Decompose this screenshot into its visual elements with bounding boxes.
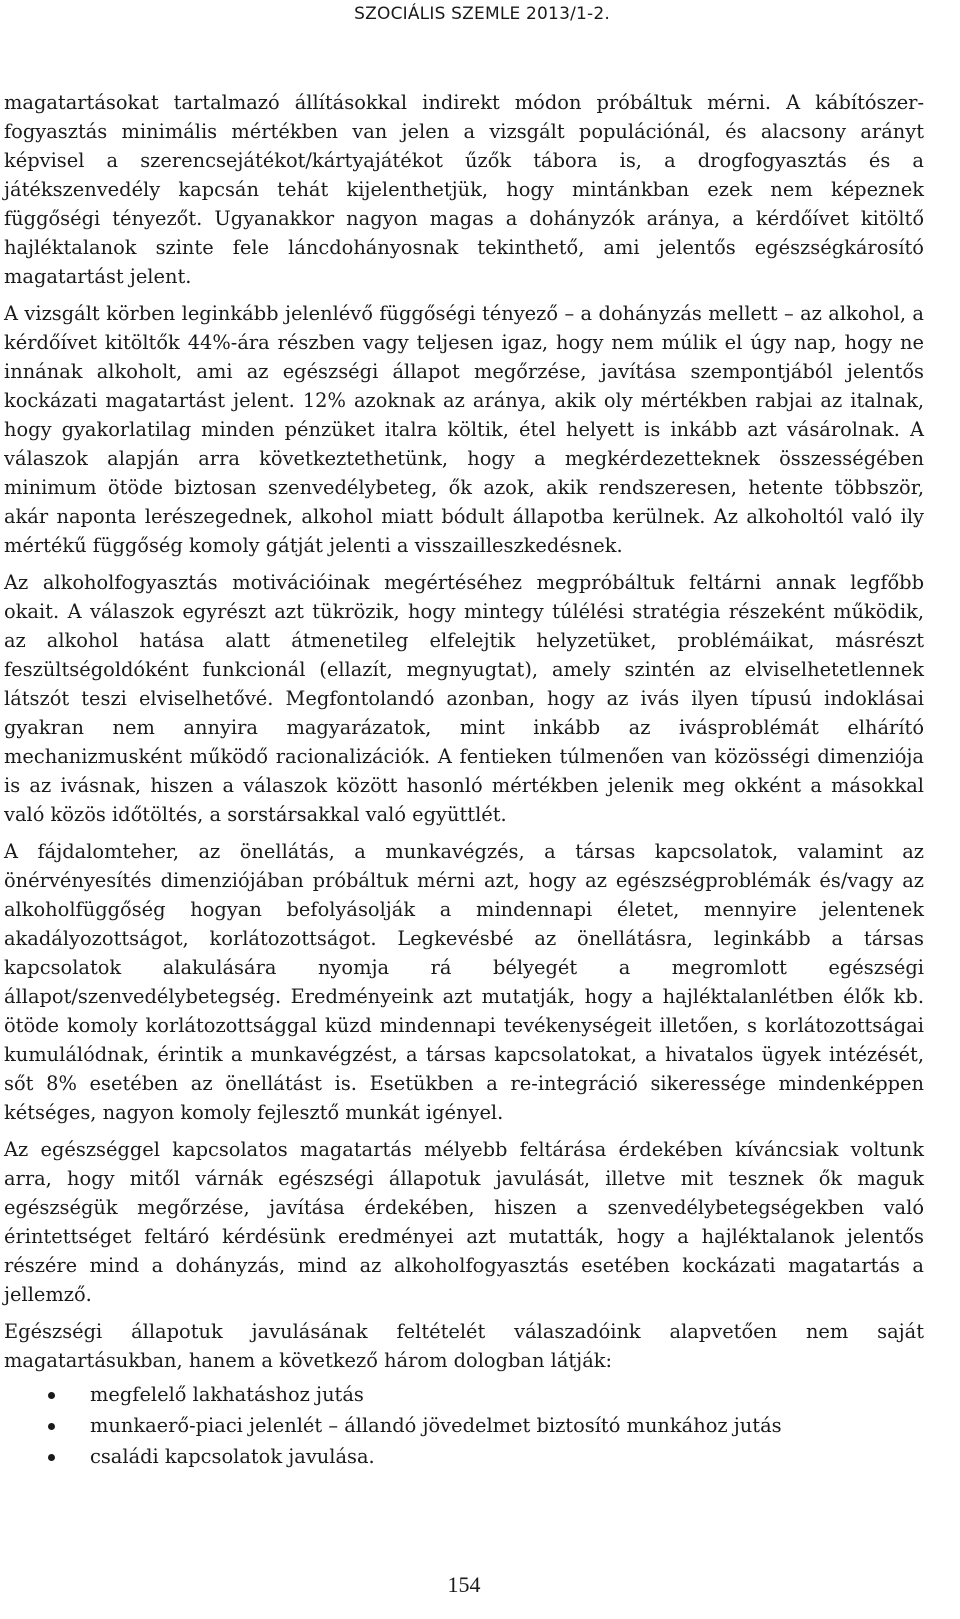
bullet-icon (48, 1423, 55, 1430)
running-header: SZOCIÁLIS SZEMLE 2013/1-2. (354, 4, 610, 24)
paragraph-substance-use: magatartásokat tartalmazó állításokkal indirekt módon próbáltuk mérni. A kábítószer-fogyasztás minimális mértékben van jelen a vizsgált populációnál, és alacsony arányt képvisel a szerencsejátékot/kártyajátékot űzők tábora is, a drogfogyasztás és a játékszenvedély kapcsán tehát kijelenthetjük, hogy mintánkban ezek nem képeznek függőségi tényezőt. Ugyanakkor nagyon magas a dohányzók aránya, a kérdőívet kitöltő hajléktalanok szinte fele láncdohányosnak tekinthető, ami jelentős egészségkárosító magatartást jelent. (4, 91, 924, 288)
article-body (4, 88, 924, 1472)
list-item-text: családi kapcsolatok javulása. (90, 1445, 375, 1468)
bullet-icon (48, 1392, 55, 1399)
paragraph-improvement-conditions: Egészségi állapotuk javulásának feltételét válaszadóink alapvetően nem saját magatartásukban, hanem a következő három dologban látják: (4, 1320, 924, 1372)
list-item (4, 1441, 924, 1472)
paragraph-health-behaviour: Az egészséggel kapcsolatos magatartás mélyebb feltárása érdekében kíváncsiak voltunk arra, hogy mitől várnák egészségi állapotuk javulását, illetve mit tesznek ők maguk egészségük megőrzése, javítása érdekében, hiszen a szenvedélybetegségekben való érintettséget feltáró kérdésünk eredményei azt mutatták, hogy a hajléktalanok jelentős részére mind a dohányzás, mind az alkoholfogyasztás esetében kockázati magatartás a jellemző. (4, 1138, 924, 1306)
list-item-text: munkaerő-piaci jelenlét – állandó jövedelmet biztosító munkához jutás (90, 1414, 782, 1437)
paragraph-alcohol-motivation: Az alkoholfogyasztás motivációinak megértéséhez megpróbáltuk feltárni annak legfőbb okait. A válaszok egyrészt azt tükrözik, hogy mintegy túlélési stratégia részeként működik, az alkohol hatása alatt átmenetileg elfelejtik helyzetüket, problémáikat, másrészt feszültségoldóként funkcionál (ellazít, megnyugtat), amely szintén az elviselhetetlennek látszót teszi elviselhetővé. Megfontolandó azonban, hogy az ivás ilyen típusú indoklásai gyakran nem annyira magyarázatok, mint inkább az ivásproblémát elhárító mechanizmusként működő racionalizációk. A fentieken túlmenően van közösségi dimenziója is az ivásnak, hiszen a válaszok között hasonló mértékben jelenik meg okként a másokkal való közös időtöltés, a sorstársakkal való együttlét. (4, 571, 924, 826)
bullet-icon (48, 1454, 55, 1461)
paragraph-daily-life-impact: A fájdalomteher, az önellátás, a munkavégzés, a társas kapcsolatok, valamint az önérvényesítés dimenziójában próbáltuk mérni azt, hogy az egészségproblémák és/vagy az alkoholfüggőség hogyan befolyásolják a mindennapi életet, mennyire jelentenek akadályozottságot, korlátozottságot. Legkevésbé az önellátásra, leginkább a társas kapcsolatok alakulására nyomja rá bélyegét a megromlott egészségi állapot/szenvedélybetegség. Eredményeink azt mutatják, hogy a hajléktalanlétben élők kb. ötöde komoly korlátozottsággal küzd mindennapi tevékenységeit illetően, s korlátozottságai kumulálódnak, érintik a munkavégzést, a társas kapcsolatokat, a hivatalos ügyek intézését, sőt 8% esetében az önellátást is. Esetükben a re-integráció sikeressége mindenképpen kétséges, nagyon komoly fejlesztő munkát igényel. (4, 840, 924, 1124)
paragraph-alcohol-dependence: A vizsgált körben leginkább jelenlévő függőségi tényező – a dohányzás mellett – az alkohol, a kérdőívet kitöltők 44%-ára részben vagy teljesen igaz, hogy nem múlik el úgy nap, hogy ne innának alkoholt, ami az egészségi állapot megőrzése, javítása szempontjából jelentős kockázati magatartást jelent. 12% azoknak az aránya, akik oly mértékben rabjai az italnak, hogy gyakorlatilag minden pénzüket italra költik, étel helyett is inkább azt vásárolnak. A válaszok alapján arra következtethetünk, hogy a megkérdezetteknek összességében minimum ötöde biztosan szenvedélybeteg, ők azok, akik rendszeresen, hetente többször, akár naponta lerészegednek, alkohol miatt bódult állapotba kerülnek. Az alkoholtól való ily mértékű függőség komoly gátját jelenti a visszailleszkedésnek. (4, 302, 924, 557)
page-number: 154 (447, 1572, 481, 1597)
conditions-list (4, 1379, 924, 1472)
list-item (4, 1379, 924, 1410)
list-item (4, 1410, 924, 1441)
list-item-text: megfelelő lakhatáshoz jutás (90, 1383, 364, 1406)
